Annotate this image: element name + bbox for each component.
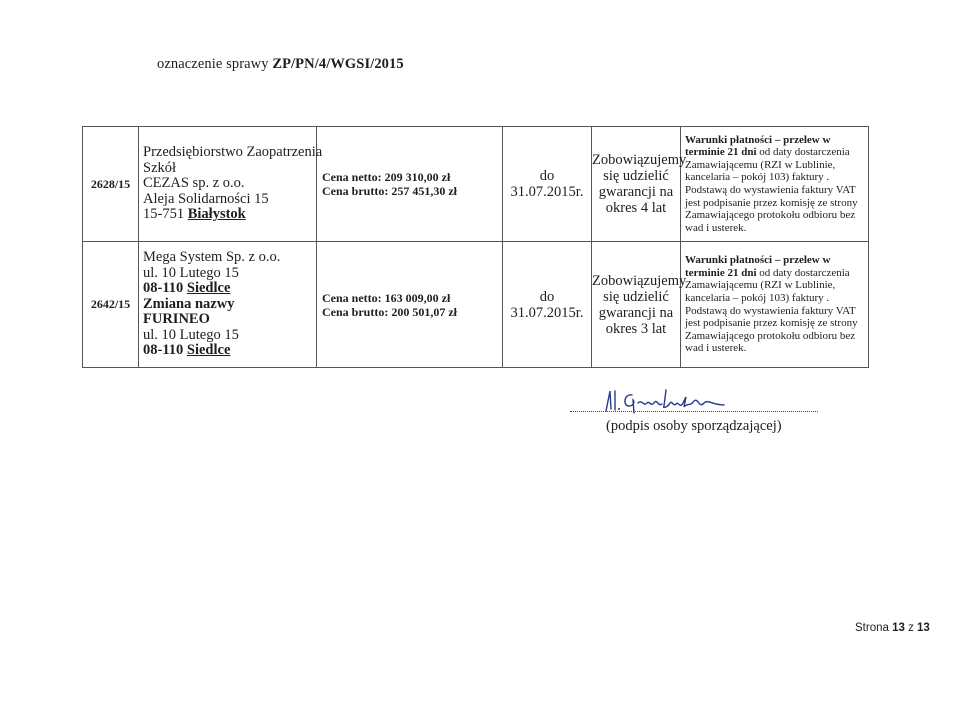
- offer-number: 2628/15: [83, 127, 139, 242]
- offer-number: 2642/15: [83, 242, 139, 368]
- contractor-name: Przedsiębiorstwo Zaopatrzenia Szkół CEZAS sp. z o.o. Aleja Solidarności 15 15-751 Białystok: [139, 127, 317, 242]
- price-gross: Cena brutto: 257 451,30 zł: [322, 184, 457, 198]
- delivery-date: do 31.07.2015r.: [503, 242, 592, 368]
- offer-price: [317, 127, 503, 242]
- payment-terms: Warunki płatności – przelew w terminie 21 dni od daty dostarczenia Zamawiającemu (RZI w Lublinie, kancelaria – pokój 103) faktury . Podstawą do wystawienia faktury VAT jest podpisanie przez komisję ze strony Zamawiającego protokołu odbioru bez wad i usterek.: [681, 242, 869, 368]
- case-reference: [157, 56, 404, 73]
- table-row: [83, 127, 869, 242]
- warranty-terms: Zobowiązujemy się udzielić gwarancji na okres 3 lat: [592, 242, 681, 368]
- price-net: Cena netto: 163 009,00 zł: [322, 290, 451, 305]
- price-gross: Cena brutto: 200 501,07 zł: [322, 304, 457, 319]
- offers-table: [82, 126, 869, 368]
- signature-caption: (podpis osoby sporządzającej): [606, 418, 782, 434]
- handwritten-signature: [600, 385, 730, 417]
- signature-line: [570, 411, 818, 412]
- case-reference-label: oznaczenie sprawy: [157, 56, 273, 72]
- warranty-terms: Zobowiązujemy się udzielić gwarancji na okres 4 lat: [592, 127, 681, 242]
- case-reference-number: ZP/PN/4/WGSI/2015: [272, 56, 404, 72]
- price-net: Cena netto: 209 310,00 zł: [322, 170, 451, 184]
- offer-price: [317, 242, 503, 368]
- page-number: Strona 13 z 13: [855, 622, 930, 634]
- delivery-date: do 31.07.2015r.: [503, 127, 592, 242]
- payment-terms: Warunki płatności – przelew w terminie 21 dni od daty dostarczenia Zamawiającemu (RZI w Lublinie, kancelaria – pokój 103) faktury . Podstawą do wystawienia faktury VAT jest podpisanie przez komisję ze strony Zamawiającego protokołu odbioru bez wad i usterek.: [681, 127, 869, 242]
- contractor-name: Mega System Sp. z o.o. ul. 10 Lutego 15 08-110 Siedlce Zmiana nazwy FURINEO ul. 10 Lutego 15 08-110 Siedlce: [139, 242, 317, 368]
- table-row: [83, 242, 869, 368]
